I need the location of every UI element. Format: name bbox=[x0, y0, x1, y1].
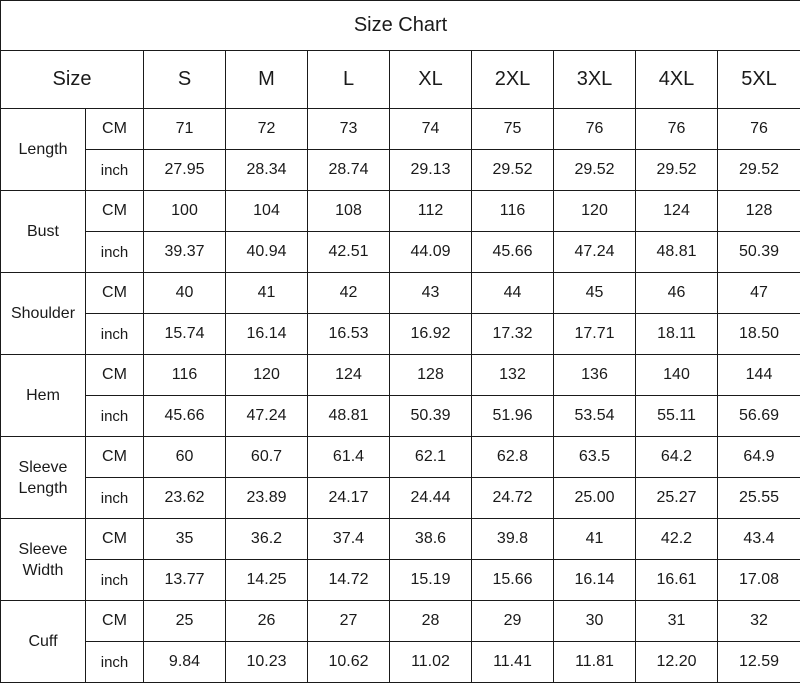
table-title: Size Chart bbox=[1, 1, 800, 51]
measurement-value: 116 bbox=[144, 355, 226, 396]
measurement-name: Sleeve Length bbox=[1, 437, 86, 519]
table-row bbox=[1, 109, 800, 150]
unit-label: inch bbox=[86, 232, 144, 273]
measurement-value: 28.74 bbox=[308, 150, 390, 191]
measurement-name: Hem bbox=[1, 355, 86, 437]
measurement-value: 11.02 bbox=[390, 642, 472, 683]
measurement-value: 30 bbox=[554, 601, 636, 642]
unit-label: inch bbox=[86, 150, 144, 191]
measurement-value: 120 bbox=[554, 191, 636, 232]
measurement-value: 71 bbox=[144, 109, 226, 150]
measurement-value: 40.94 bbox=[226, 232, 308, 273]
measurement-value: 16.61 bbox=[636, 560, 718, 601]
measurement-value: 27.95 bbox=[144, 150, 226, 191]
measurement-value: 44 bbox=[472, 273, 554, 314]
unit-label: inch bbox=[86, 314, 144, 355]
measurement-value: 128 bbox=[390, 355, 472, 396]
measurement-value: 60.7 bbox=[226, 437, 308, 478]
measurement-value: 72 bbox=[226, 109, 308, 150]
measurement-value: 25.27 bbox=[636, 478, 718, 519]
measurement-value: 45.66 bbox=[144, 396, 226, 437]
measurement-value: 15.66 bbox=[472, 560, 554, 601]
measurement-value: 11.41 bbox=[472, 642, 554, 683]
size-column-header: L bbox=[308, 51, 390, 109]
measurement-value: 47.24 bbox=[226, 396, 308, 437]
measurement-value: 124 bbox=[636, 191, 718, 232]
measurement-value: 36.2 bbox=[226, 519, 308, 560]
measurement-value: 12.59 bbox=[718, 642, 800, 683]
unit-label: CM bbox=[86, 191, 144, 232]
table-row bbox=[1, 396, 800, 437]
measurement-value: 64.2 bbox=[636, 437, 718, 478]
measurement-value: 42 bbox=[308, 273, 390, 314]
measurement-value: 29.13 bbox=[390, 150, 472, 191]
measurement-value: 62.1 bbox=[390, 437, 472, 478]
measurement-value: 13.77 bbox=[144, 560, 226, 601]
measurement-value: 39.8 bbox=[472, 519, 554, 560]
measurement-value: 17.32 bbox=[472, 314, 554, 355]
measurement-value: 48.81 bbox=[636, 232, 718, 273]
measurement-value: 28.34 bbox=[226, 150, 308, 191]
measurement-value: 17.71 bbox=[554, 314, 636, 355]
size-column-header: 3XL bbox=[554, 51, 636, 109]
measurement-value: 45 bbox=[554, 273, 636, 314]
measurement-value: 16.53 bbox=[308, 314, 390, 355]
size-column-header: 4XL bbox=[636, 51, 718, 109]
measurement-value: 10.23 bbox=[226, 642, 308, 683]
table-row bbox=[1, 601, 800, 642]
measurement-value: 15.74 bbox=[144, 314, 226, 355]
measurement-value: 14.72 bbox=[308, 560, 390, 601]
measurement-value: 25.00 bbox=[554, 478, 636, 519]
measurement-value: 32 bbox=[718, 601, 800, 642]
measurement-value: 56.69 bbox=[718, 396, 800, 437]
measurement-value: 23.89 bbox=[226, 478, 308, 519]
measurement-value: 41 bbox=[226, 273, 308, 314]
unit-label: inch bbox=[86, 396, 144, 437]
measurement-value: 64.9 bbox=[718, 437, 800, 478]
measurement-value: 112 bbox=[390, 191, 472, 232]
table-row bbox=[1, 437, 800, 478]
measurement-name: Sleeve Width bbox=[1, 519, 86, 601]
measurement-value: 128 bbox=[718, 191, 800, 232]
measurement-value: 43.4 bbox=[718, 519, 800, 560]
table-row bbox=[1, 355, 800, 396]
size-column-header: 2XL bbox=[472, 51, 554, 109]
measurement-value: 18.50 bbox=[718, 314, 800, 355]
measurement-value: 140 bbox=[636, 355, 718, 396]
measurement-value: 40 bbox=[144, 273, 226, 314]
unit-label: CM bbox=[86, 109, 144, 150]
unit-label: inch bbox=[86, 642, 144, 683]
measurement-value: 100 bbox=[144, 191, 226, 232]
measurement-value: 29.52 bbox=[718, 150, 800, 191]
measurement-value: 11.81 bbox=[554, 642, 636, 683]
table-row bbox=[1, 519, 800, 560]
measurement-value: 41 bbox=[554, 519, 636, 560]
unit-label: CM bbox=[86, 437, 144, 478]
table-row bbox=[1, 273, 800, 314]
measurement-value: 10.62 bbox=[308, 642, 390, 683]
measurement-value: 108 bbox=[308, 191, 390, 232]
measurement-value: 50.39 bbox=[718, 232, 800, 273]
measurement-value: 16.14 bbox=[554, 560, 636, 601]
measurement-value: 15.19 bbox=[390, 560, 472, 601]
table-body bbox=[1, 109, 800, 683]
measurement-value: 39.37 bbox=[144, 232, 226, 273]
measurement-value: 74 bbox=[390, 109, 472, 150]
table-row bbox=[1, 150, 800, 191]
measurement-value: 16.14 bbox=[226, 314, 308, 355]
measurement-value: 16.92 bbox=[390, 314, 472, 355]
measurement-value: 27 bbox=[308, 601, 390, 642]
measurement-value: 51.96 bbox=[472, 396, 554, 437]
table-row bbox=[1, 232, 800, 273]
measurement-value: 26 bbox=[226, 601, 308, 642]
measurement-value: 25 bbox=[144, 601, 226, 642]
measurement-value: 35 bbox=[144, 519, 226, 560]
measurement-value: 29 bbox=[472, 601, 554, 642]
unit-label: inch bbox=[86, 560, 144, 601]
size-column-header: XL bbox=[390, 51, 472, 109]
measurement-value: 55.11 bbox=[636, 396, 718, 437]
measurement-value: 12.20 bbox=[636, 642, 718, 683]
unit-label: CM bbox=[86, 273, 144, 314]
measurement-value: 75 bbox=[472, 109, 554, 150]
measurement-value: 116 bbox=[472, 191, 554, 232]
measurement-value: 24.72 bbox=[472, 478, 554, 519]
unit-label: inch bbox=[86, 478, 144, 519]
measurement-value: 46 bbox=[636, 273, 718, 314]
measurement-value: 61.4 bbox=[308, 437, 390, 478]
measurement-value: 62.8 bbox=[472, 437, 554, 478]
size-column-header: M bbox=[226, 51, 308, 109]
measurement-name: Shoulder bbox=[1, 273, 86, 355]
measurement-value: 29.52 bbox=[636, 150, 718, 191]
table-row bbox=[1, 314, 800, 355]
measurement-value: 48.81 bbox=[308, 396, 390, 437]
measurement-value: 47.24 bbox=[554, 232, 636, 273]
measurement-name: Length bbox=[1, 109, 86, 191]
measurement-value: 42.2 bbox=[636, 519, 718, 560]
measurement-value: 144 bbox=[718, 355, 800, 396]
measurement-value: 136 bbox=[554, 355, 636, 396]
measurement-value: 104 bbox=[226, 191, 308, 232]
measurement-value: 24.44 bbox=[390, 478, 472, 519]
measurement-value: 50.39 bbox=[390, 396, 472, 437]
unit-label: CM bbox=[86, 355, 144, 396]
measurement-value: 37.4 bbox=[308, 519, 390, 560]
measurement-value: 76 bbox=[554, 109, 636, 150]
size-header: Size bbox=[1, 51, 144, 109]
measurement-value: 42.51 bbox=[308, 232, 390, 273]
measurement-value: 38.6 bbox=[390, 519, 472, 560]
measurement-value: 132 bbox=[472, 355, 554, 396]
unit-label: CM bbox=[86, 519, 144, 560]
measurement-value: 63.5 bbox=[554, 437, 636, 478]
table-row bbox=[1, 642, 800, 683]
measurement-value: 9.84 bbox=[144, 642, 226, 683]
measurement-value: 76 bbox=[636, 109, 718, 150]
measurement-value: 23.62 bbox=[144, 478, 226, 519]
measurement-value: 18.11 bbox=[636, 314, 718, 355]
measurement-value: 73 bbox=[308, 109, 390, 150]
measurement-value: 29.52 bbox=[554, 150, 636, 191]
measurement-value: 25.55 bbox=[718, 478, 800, 519]
measurement-value: 17.08 bbox=[718, 560, 800, 601]
measurement-value: 76 bbox=[718, 109, 800, 150]
size-column-header: 5XL bbox=[718, 51, 800, 109]
measurement-value: 44.09 bbox=[390, 232, 472, 273]
measurement-value: 28 bbox=[390, 601, 472, 642]
size-column-header: S bbox=[144, 51, 226, 109]
table-row bbox=[1, 560, 800, 601]
measurement-name: Cuff bbox=[1, 601, 86, 683]
measurement-name: Bust bbox=[1, 191, 86, 273]
measurement-value: 14.25 bbox=[226, 560, 308, 601]
measurement-value: 53.54 bbox=[554, 396, 636, 437]
table-row bbox=[1, 191, 800, 232]
measurement-value: 31 bbox=[636, 601, 718, 642]
measurement-value: 45.66 bbox=[472, 232, 554, 273]
measurement-value: 120 bbox=[226, 355, 308, 396]
table-row bbox=[1, 478, 800, 519]
unit-label: CM bbox=[86, 601, 144, 642]
measurement-value: 47 bbox=[718, 273, 800, 314]
measurement-value: 29.52 bbox=[472, 150, 554, 191]
measurement-value: 24.17 bbox=[308, 478, 390, 519]
measurement-value: 124 bbox=[308, 355, 390, 396]
measurement-value: 43 bbox=[390, 273, 472, 314]
measurement-value: 60 bbox=[144, 437, 226, 478]
